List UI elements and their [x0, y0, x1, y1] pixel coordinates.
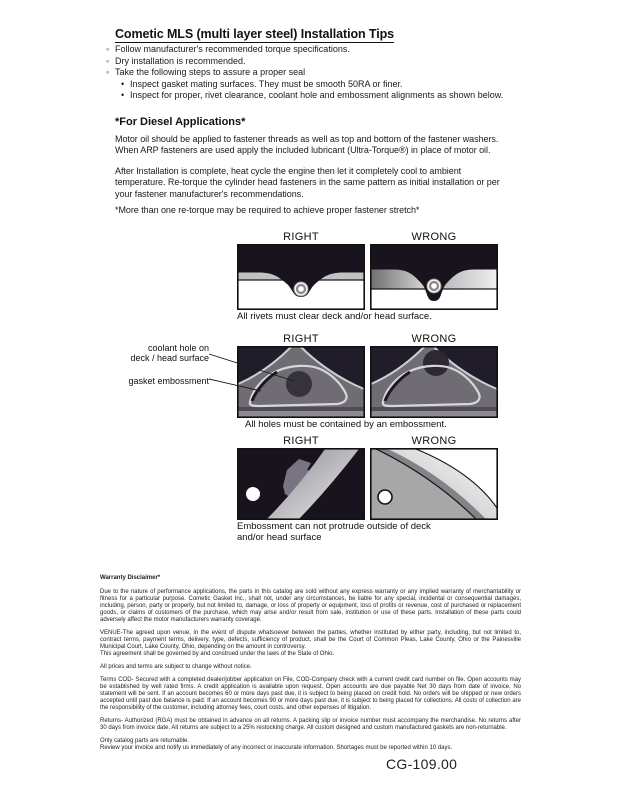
holes-wrong-diagram	[370, 346, 498, 418]
disclaimer-heading: Warranty Disclaimer*	[100, 575, 161, 581]
embossment-diagram-section	[237, 435, 498, 543]
disclaimer-warranty-paragraph: Due to the nature of performance applications, the parts in this catalog are sold without any express warranty or any implied warranty of merchantability or fitness for a particular purpose. Cometic Gasket Inc., shall not, under any circumstances, be liable for any special, incidental or consequential damages, including, person, party or property, but not limited to, damage, or loss of property or equipment, loss of profits or revenue, cost of purchased or replacement goods, or claims of customers of the purchase, which may arise and/or result from sale, institution or use of these parts. Installation of these parts could adversely affect the motor manufacturers warranty coverage.	[100, 589, 521, 623]
tip-item: ◦ Dry installation is recommended.	[106, 56, 526, 68]
disclaimer-governed-line: This agreement shall be governed by and construed under the laws of the State of Ohio.	[100, 651, 335, 657]
right-label: RIGHT	[283, 435, 319, 447]
disclaimer-prices-line: All prices and terms are subject to change without notice.	[100, 664, 252, 670]
coolant-hole-diagram-section	[128, 333, 498, 431]
page-title: Cometic MLS (multi layer steel) Installation Tips	[115, 27, 394, 41]
right-label: RIGHT	[283, 231, 319, 243]
tip-sub-item: • Inspect for proper, rivet clearance, coolant hole and embossment alignments as shown below.	[121, 90, 526, 102]
coolant-hole-label-2: deck / head surface	[130, 352, 209, 363]
rivet-diagram-section	[237, 231, 498, 323]
diesel-paragraph-1: Motor oil should be applied to fastener threads as well as top and bottom of the fastener washers. When ARP fasteners are used apply the included lubricant (Ultra-Torque®) in place of motor oil.	[115, 134, 499, 156]
embossment-caption: Embossment can not protrude outside of deck	[237, 521, 431, 532]
installation-tips-list	[106, 44, 526, 102]
tip-sub-item: • Inspect gasket mating surfaces. They must be smooth 50RA or finer.	[121, 79, 526, 91]
gasket-embossment-label: gasket embossment	[128, 375, 209, 386]
warranty-disclaimer	[100, 575, 521, 758]
disclaimer-terms-paragraph: Terms COD- Secured with a completed dealer/jobber application on File, COD-Company check with a current credit card number on file. Open accounts may be established by well rated firms. A credit application is available upon request. Open accounts are due payable Net 30 days from date of invoice. No statement will be sent. If an account becomes 60 or more days past due, it is subject to being placed on credit hold. No orders will be shipped or new orders accepted until past due balance is paid. If an account becomes 90 or more days past due, it is subject to being placed for collections. All costs of collection are the responsibility of the customer, including attorney fees, court costs, and other expenses of litigation.	[100, 677, 521, 711]
diesel-paragraph-2: After Installation is complete, heat cycle the engine then let it completely cool to ambient temperature. Re-torque the cylinder head fasteners in the same pattern as initial installation or per your fastener manufacturer's recommendations.	[115, 166, 500, 199]
rivet-right-diagram	[237, 244, 365, 310]
diesel-applications-heading: *For Diesel Applications*	[115, 116, 246, 128]
wrong-label: WRONG	[411, 333, 457, 345]
disclaimer-catalog-line: Only catalog parts are returnable.	[100, 738, 190, 744]
disclaimer-venue-paragraph: VENUE-The agreed upon venue, in the event of dispute whatsoever between the parties, whether instituted by either party, including, but not limited to, contract terms, payment terms, delivery, type, defects, sufficiency of product, shall be the Court of Common Pleas, Lake County, Ohio or the Painesville Municipal Court, Lake County, Ohio, depending on the amount in controversy.	[100, 630, 521, 650]
disclaimer-review-line: Review your invoice and notify us immediately of any incorrect or inaccurate information. Shortages must be reported within 10 days.	[100, 745, 453, 751]
wrong-label: WRONG	[411, 231, 457, 243]
rivet-wrong-diagram	[370, 244, 498, 310]
rivet-caption: All rivets must clear deck and/or head surface.	[237, 311, 432, 322]
embossment-caption-2: and/or head surface	[237, 531, 322, 543]
holes-caption: All holes must be contained by an embossment.	[245, 419, 447, 430]
embossment-right-diagram	[237, 448, 365, 520]
diagram-side-labels	[96, 344, 209, 386]
holes-right-diagram	[237, 346, 365, 418]
coolant-hole-label: coolant hole on	[147, 343, 209, 353]
right-label: RIGHT	[283, 333, 319, 345]
disclaimer-returns-paragraph: Returns- Authorized (RGA) must be obtained in advance on all returns. A packing slip or invoice number must accompany the merchandise. No returns after 30 days from invoice date. All returns are subject to a 25% restocking charge. All custom designed and custom manufactured gaskets are non-returnable.	[100, 718, 521, 731]
embossment-wrong-diagram	[370, 448, 498, 520]
retorque-note: *More than one re-torque may be required to achieve proper fastener stretch*	[115, 205, 420, 215]
tip-item: ◦ Follow manufacturer's recommended torque specifications.	[106, 44, 526, 56]
tip-item: ◦ Take the following steps to assure a proper seal	[106, 67, 526, 79]
wrong-label: WRONG	[411, 435, 457, 447]
document-code: CG-109.00	[386, 756, 458, 772]
